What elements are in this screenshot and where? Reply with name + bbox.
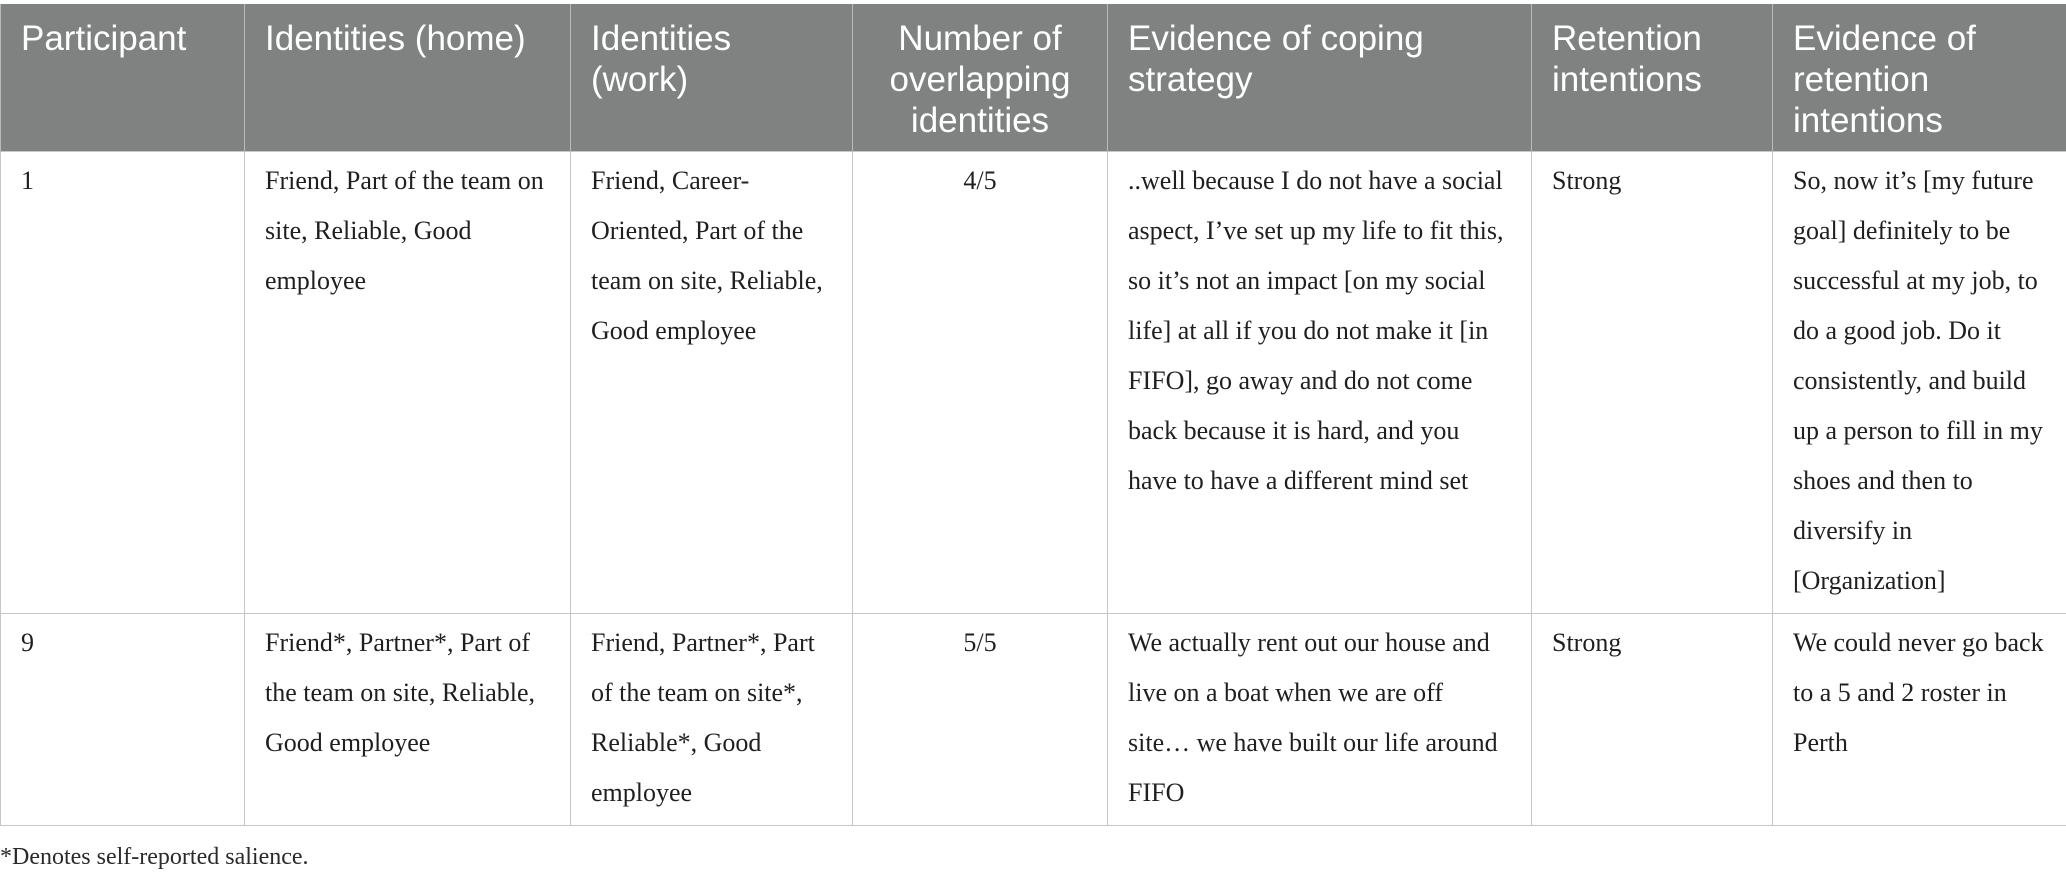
header-retention-evidence: Evidence of retention intentions [1773,4,2066,152]
table-header [1,4,2066,152]
header-identities-work: Identities (work) [571,4,853,152]
table-body [1,152,2066,826]
cell-retention: Strong [1532,152,1773,614]
cell-identities-work: Friend, Partner*, Part of the team on site*, Reliable*, Good employee [571,614,853,826]
cell-identities-home: Friend*, Partner*, Part of the team on site, Reliable, Good employee [245,614,571,826]
header-participant: Participant [1,4,245,152]
table-row [1,152,2066,614]
cell-retention-evidence: We could never go back to a 5 and 2 roster in Perth [1773,614,2066,826]
header-identities-home: Identities (home) [245,4,571,152]
cell-identities-work: Friend, Career-Oriented, Part of the team on site, Reliable, Good employee [571,152,853,614]
cell-identities-home: Friend, Part of the team on site, Reliable, Good employee [245,152,571,614]
header-row [1,4,2066,152]
header-coping-evidence: Evidence of coping strategy [1108,4,1532,152]
cell-participant: 1 [1,152,245,614]
cell-coping-evidence: We actually rent out our house and live on a boat when we are off site… we have built our life around FIFO [1108,614,1532,826]
cell-participant: 9 [1,614,245,826]
cell-overlapping: 4/5 [853,152,1108,614]
cell-retention: Strong [1532,614,1773,826]
cell-overlapping: 5/5 [853,614,1108,826]
table-row [1,614,2066,826]
cell-coping-evidence: ..well because I do not have a social aspect, I’ve set up my life to fit this, so it’s not an impact [on my social life] at all if you do not make it [in FIFO], go away and do not come back because it is hard, and you have to have a different mind set [1108,152,1532,614]
identity-table-container [0,4,2066,826]
cell-retention-evidence: So, now it’s [my future goal] definitely to be successful at my job, to do a good job. Do it consistently, and build up a person to fill in my shoes and then to diversify in [Organization] [1773,152,2066,614]
identity-table [0,4,2066,826]
table-footnote: *Denotes self-reported salience. [0,844,309,870]
header-overlapping-identities: Number of overlapping identities [853,4,1108,152]
header-retention-intentions: Retention intentions [1532,4,1773,152]
